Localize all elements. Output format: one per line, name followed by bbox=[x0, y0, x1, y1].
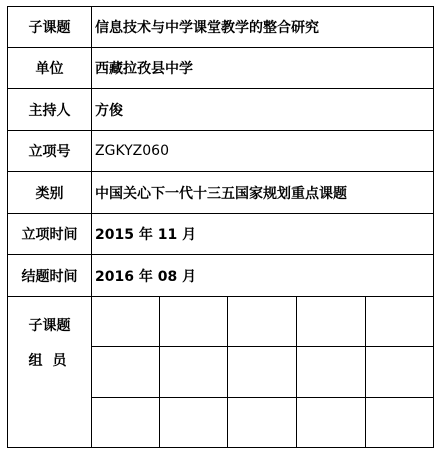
value-end-date: 2016 年 08 月 bbox=[95, 268, 197, 285]
label-end-date: 结题时间 bbox=[8, 255, 92, 296]
row-subtopic bbox=[8, 7, 433, 48]
member-cell bbox=[297, 398, 366, 447]
members-grid bbox=[92, 297, 433, 447]
row-project-number bbox=[8, 131, 433, 172]
member-cell bbox=[160, 347, 228, 398]
row-host bbox=[8, 89, 433, 131]
label-project-number: 立项号 bbox=[8, 131, 92, 171]
label-members-line2: 组员 bbox=[28, 353, 77, 369]
member-cell bbox=[92, 347, 160, 398]
row-start-date bbox=[8, 214, 433, 255]
member-cell bbox=[228, 347, 297, 398]
label-unit: 单位 bbox=[8, 48, 92, 88]
value-start-date: 2015 年 11 月 bbox=[95, 227, 197, 243]
member-cell bbox=[228, 297, 297, 347]
value-unit: 西藏拉孜县中学 bbox=[95, 61, 193, 77]
label-members-line1: 子课题 bbox=[28, 318, 71, 334]
member-cell bbox=[160, 398, 228, 447]
label-start-date: 立项时间 bbox=[8, 214, 92, 254]
member-cell bbox=[297, 347, 366, 398]
label-category: 类别 bbox=[8, 172, 92, 213]
row-members bbox=[8, 297, 433, 447]
value-project-number: ZGKYZ060 bbox=[95, 143, 169, 159]
member-cell bbox=[160, 297, 228, 347]
member-cell bbox=[297, 297, 366, 347]
label-subtopic: 子课题 bbox=[8, 7, 92, 47]
row-unit bbox=[8, 48, 433, 89]
value-category: 中国关心下一代十三五国家规划重点课题 bbox=[95, 185, 347, 202]
member-cell bbox=[228, 398, 297, 447]
label-host: 主持人 bbox=[8, 89, 92, 130]
member-cell bbox=[92, 297, 160, 347]
member-cell bbox=[366, 398, 433, 447]
row-category bbox=[8, 172, 433, 214]
project-info-form bbox=[7, 6, 434, 448]
label-members bbox=[8, 297, 92, 447]
row-end-date bbox=[8, 255, 433, 297]
member-cell bbox=[366, 347, 433, 398]
value-subtopic: 信息技术与中学课堂教学的整合研究 bbox=[95, 20, 319, 36]
member-cell bbox=[366, 297, 433, 347]
member-cell bbox=[92, 398, 160, 447]
value-host: 方俊 bbox=[95, 102, 123, 119]
